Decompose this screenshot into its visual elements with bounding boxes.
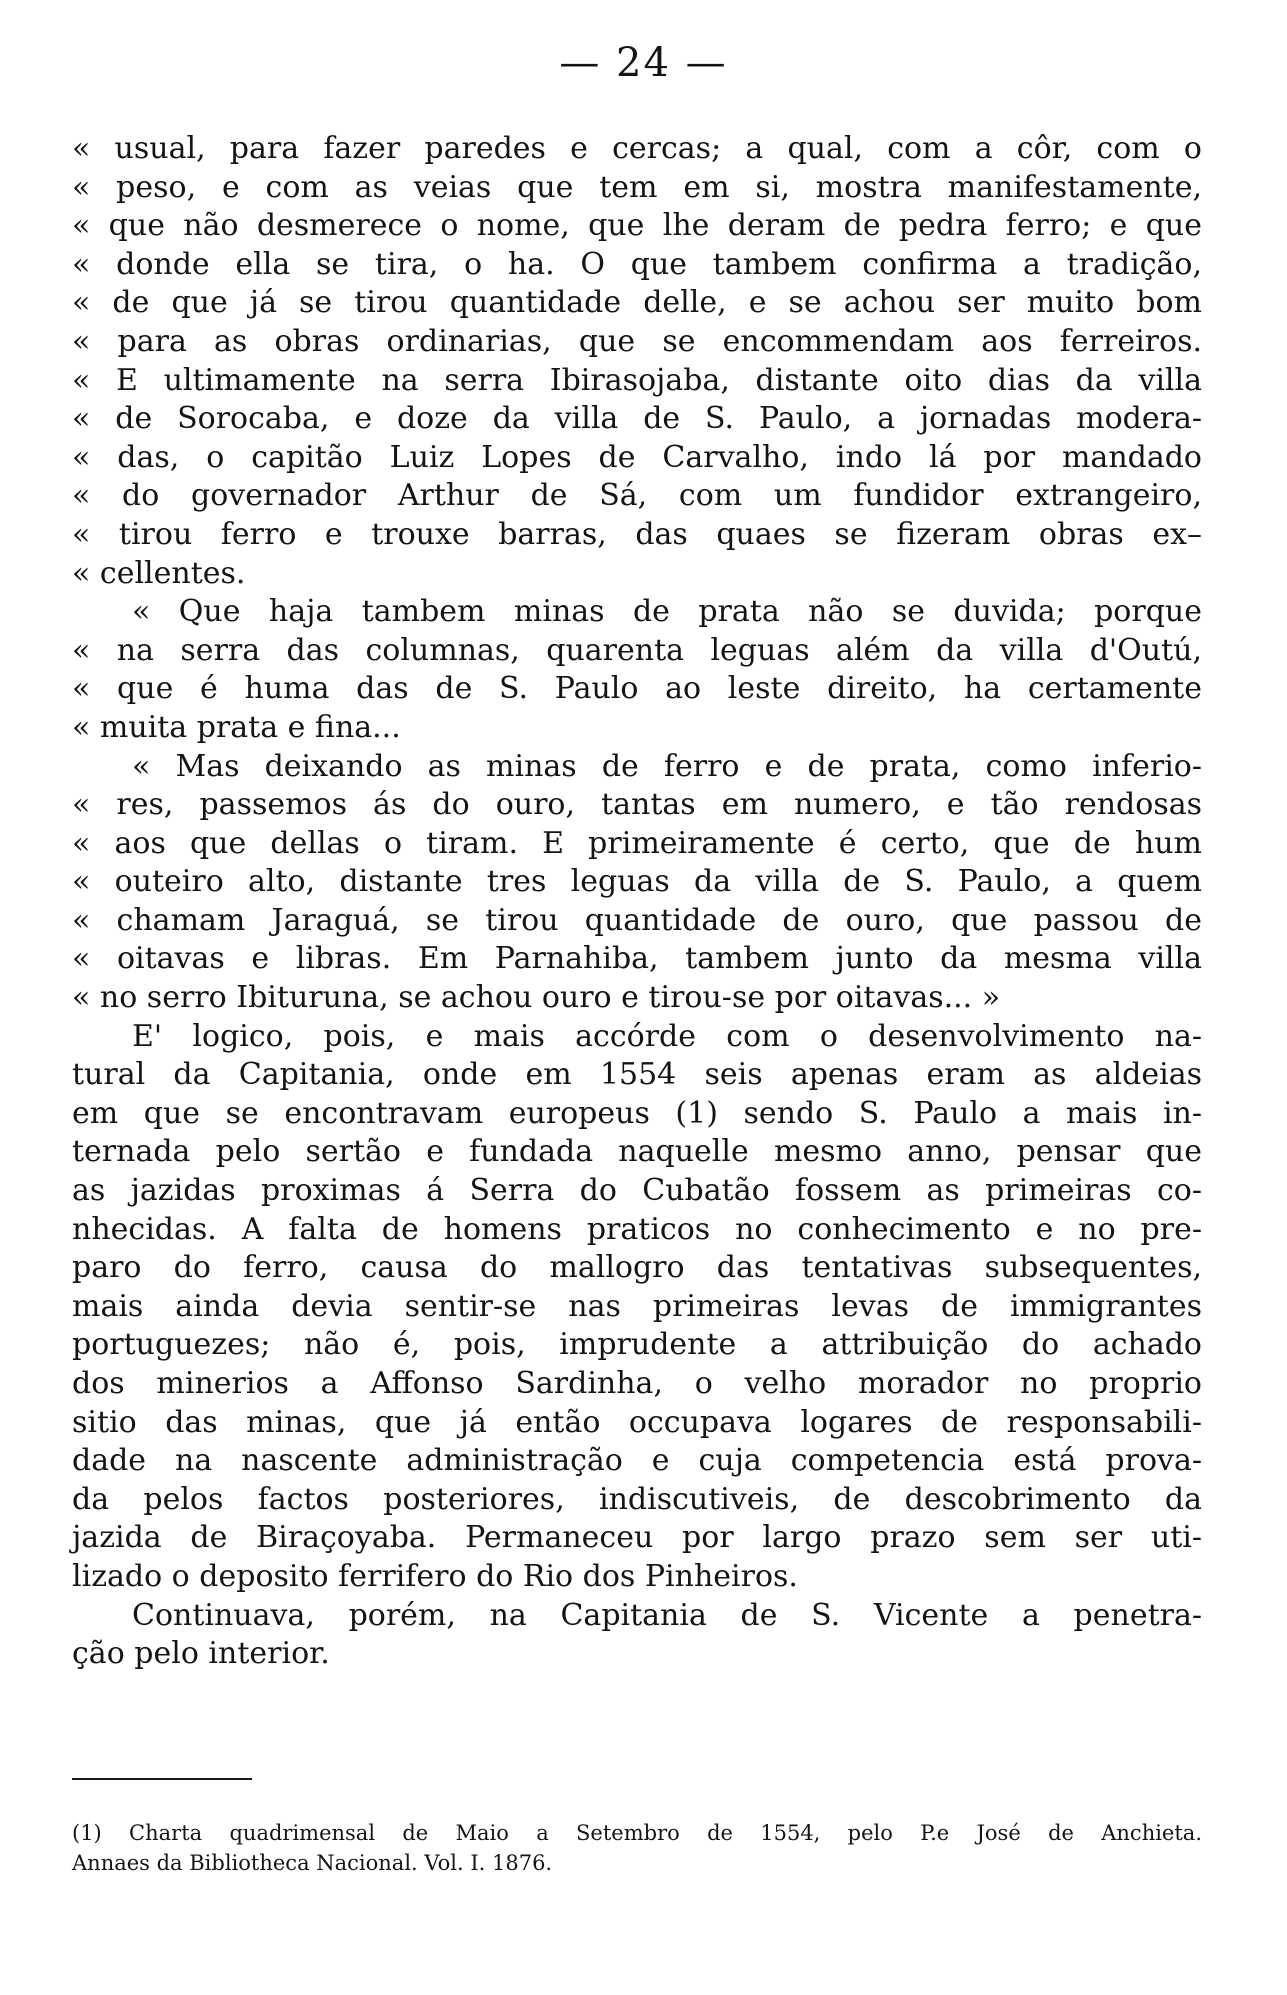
text-line: as jazidas proximas á Serra do Cubatão fossem as primeiras co- [72, 1173, 1202, 1209]
text-line: mais ainda devia sentir-se nas primeiras levas de immigrantes [72, 1288, 1202, 1324]
text-line: paro do ferro, causa do mallogro das tentativas subsequentes, [72, 1250, 1202, 1286]
text-line: « Mas deixando as minas de ferro e de prata, como inferio- [72, 748, 1202, 784]
text-line: « muita prata e fina... [72, 709, 401, 745]
body-text [72, 130, 1202, 1674]
text-line: « donde ella se tira, o ha. O que tambem confirma a tradição, [72, 246, 1202, 282]
text-line: « para as obras ordinarias, que se encommendam aos ferreiros. [72, 323, 1202, 359]
text-line: « peso, e com as veias que tem em si, mostra manifestamente, [72, 169, 1202, 205]
text-line: « Que haja tambem minas de prata não se duvida; porque [72, 594, 1202, 630]
footnote [72, 1818, 1202, 1878]
text-line: « que é huma das de S. Paulo ao leste direito, ha certamente [72, 671, 1202, 707]
text-line: « aos que dellas o tiram. E primeiramente é certo, que de hum [72, 825, 1202, 861]
text-line: E' logico, pois, e mais accórde com o desenvolvimento na- [72, 1018, 1202, 1054]
text-line: « res, passemos ás do ouro, tantas em numero, e tão rendosas [72, 787, 1202, 823]
text-line: ção pelo interior. [72, 1636, 330, 1672]
text-line: « do governador Arthur de Sá, com um fundidor extrangeiro, [72, 478, 1202, 514]
text-line: « usual, para fazer paredes e cercas; a qual, com a côr, com o [72, 131, 1202, 166]
footnote-divider [72, 1778, 252, 1780]
text-line: « de Sorocaba, e doze da villa de S. Paulo, a jornadas modera- [72, 401, 1202, 437]
text-line: dos minerios a Affonso Sardinha, o velho morador no proprio [72, 1366, 1202, 1401]
text-line: « das, o capitão Luiz Lopes de Carvalho, indo lá por mandado [72, 439, 1202, 475]
text-line: « oitavas e libras. Em Parnahiba, tambem junto da mesma villa [72, 941, 1202, 977]
text-line: em que se encontravam europeus (1) sendo S. Paulo a mais in- [72, 1095, 1202, 1131]
text-line: « cellentes. [72, 555, 246, 591]
footnote-line: Annaes da Bibliotheca Nacional. Vol. I. 1876. [72, 1851, 553, 1875]
text-line: sitio das minas, que já então occupava logares de responsabili- [72, 1404, 1202, 1440]
text-line: dade na nascente administração e cuja competencia está prova- [72, 1443, 1202, 1479]
text-line: « E ultimamente na serra Ibirasojaba, distante oito dias da villa [72, 362, 1202, 398]
text-line: tural da Capitania, onde em 1554 seis apenas eram as aldeias [72, 1057, 1202, 1093]
text-line: « que não desmerece o nome, que lhe deram de pedra ferro; e que [72, 208, 1202, 244]
text-line: « chamam Jaraguá, se tirou quantidade de ouro, que passou de [72, 902, 1202, 938]
text-line: « tirou ferro e trouxe barras, das quaes se fizeram obras ex– [72, 516, 1202, 552]
text-line: portuguezes; não é, pois, imprudente a attribuição do achado [72, 1327, 1202, 1363]
text-line: lizado o deposito ferrifero do Rio dos Pinheiros. [72, 1558, 798, 1594]
page-number: — 24 — [559, 40, 728, 86]
text-line: « no serro Ibituruna, se achou ouro e tirou-se por oitavas... » [72, 980, 1001, 1016]
text-line: nhecidas. A falta de homens praticos no conhecimento e no pre- [72, 1211, 1202, 1247]
text-line: « de que já se tirou quantidade delle, e se achou ser muito bom [72, 285, 1202, 321]
text-line: « outeiro alto, distante tres leguas da villa de S. Paulo, a quem [72, 864, 1202, 900]
footnote-line: (1) Charta quadrimensal de Maio a Setembro de 1554, pelo P.e José de Anchieta. [72, 1821, 1202, 1845]
text-line: Continuava, porém, na Capitania de S. Vicente a penetra- [72, 1597, 1202, 1633]
text-line: da pelos factos posteriores, indiscutiveis, de descobrimento da [72, 1481, 1202, 1517]
text-line: jazida de Biraçoyaba. Permaneceu por largo prazo sem ser uti- [72, 1520, 1202, 1556]
text-line: ternada pelo sertão e fundada naquelle mesmo anno, pensar que [72, 1134, 1202, 1170]
text-line: « na serra das columnas, quarenta leguas além da villa d'Outú, [72, 632, 1202, 668]
